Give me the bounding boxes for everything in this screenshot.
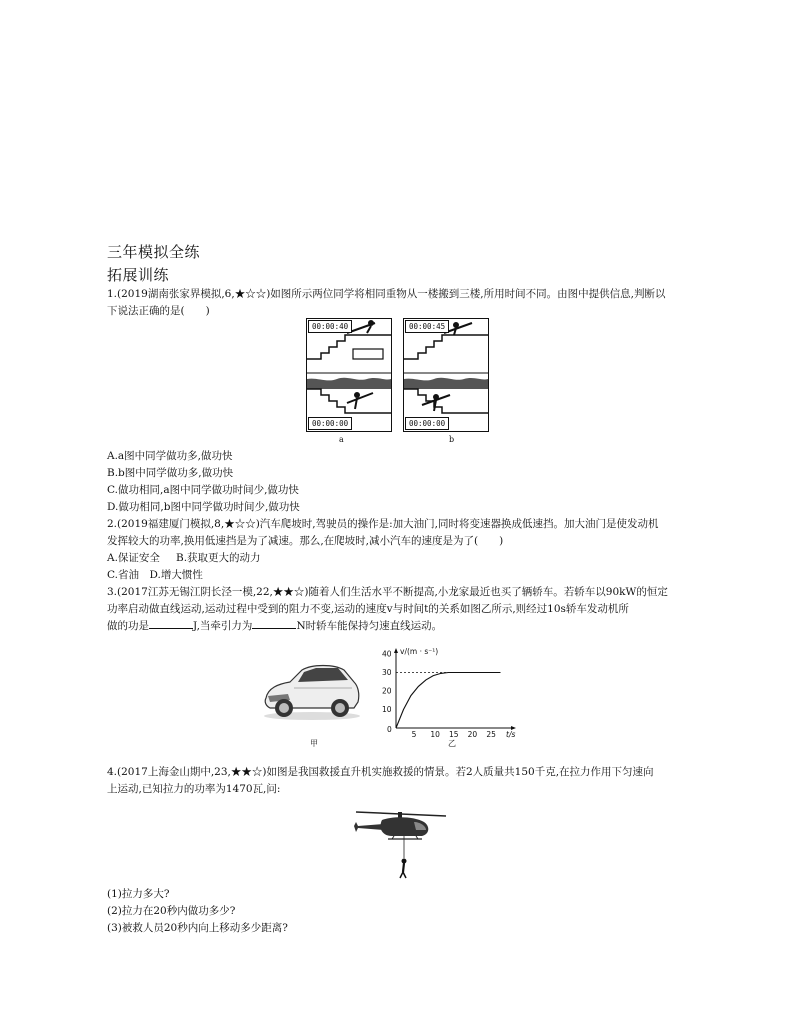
q1-option-b: B.b图中同学做功多,做功快 <box>107 467 234 479</box>
q3-line1: 3.(2017江苏无锡江阴长泾一模,22,★★☆)随着人们生活水平不断提高,小龙家最近也买了辆轿车。若轿车以90kW的恒定 <box>107 586 668 598</box>
x-axis-label: t/s <box>506 730 516 738</box>
section-title: 三年模拟全练 <box>107 243 201 261</box>
q2-line1: 2.(2019福建厦门模拟,8,★☆☆)汽车爬坡时,驾驶员的操作是:加大油门,同时将变速器换成低速挡。加大油门是使发动机 <box>107 518 659 530</box>
stairs-illustration-a <box>307 319 391 431</box>
car-image <box>258 660 362 722</box>
x-tick-label: 10 <box>430 730 440 738</box>
q1-line2: 下说法正确的是( ) <box>107 305 210 317</box>
x-tick-label: 15 <box>449 730 459 738</box>
q1-option-a: A.a图中同学做功多,做功快 <box>107 450 233 462</box>
y-tick-label: 40 <box>382 649 392 659</box>
y-tick-label: 30 <box>382 668 392 677</box>
helicopter-image <box>352 806 448 880</box>
figure-b-stairs <box>403 318 489 432</box>
caption-b: b <box>449 435 455 444</box>
car-icon <box>258 660 362 722</box>
q3-line3-part3: N时轿车能保持匀速直线运动。 <box>296 620 443 632</box>
q1-line1: 1.(2019湖南张家界模拟,6,★☆☆)如图所示两位同学将相同重物从一楼搬到三楼,所用时间不同。由图中提供信息,判断以 <box>107 288 666 300</box>
q3-line3 <box>107 617 442 635</box>
caption-car: 甲 <box>310 739 318 748</box>
q3-line2: 功率启动做直线运动,运动过程中受到的阻力不变,运动的速度v与时间t的关系如图乙所示,则经过10s轿车发动机所 <box>107 603 629 615</box>
q4-sub-3: (3)被救人员20秒内向上移动多少距离? <box>107 922 288 934</box>
q4-line1: 4.(2017上海金山期中,23,★★☆)如图是我国救援直升机实施救援的情景。若2人质量共150千克,在拉力作用下匀速向 <box>107 766 654 778</box>
q2-option-a: A.保证安全 <box>107 552 160 564</box>
y-axis-arrow-icon <box>394 648 398 653</box>
x-tick-label: 25 <box>486 730 496 738</box>
subsection-title: 拓展训练 <box>107 266 170 284</box>
y-tick-label: 10 <box>382 705 392 714</box>
timer-a-bottom: 00:00:00 <box>308 417 352 430</box>
q1-option-d: D.做功相同,b图中同学做功时间少,做功快 <box>107 501 300 513</box>
q4-sub-2: (2)拉力在20秒内做功多少? <box>107 905 236 917</box>
caption-graph: 乙 <box>448 739 456 748</box>
q1-option-c: C.做功相同,a图中同学做功时间少,做功快 <box>107 484 299 496</box>
timer-b-top: 00:00:45 <box>405 320 449 333</box>
caption-a: a <box>339 435 344 444</box>
velocity-time-chart <box>378 646 518 738</box>
velocity-time-chart-svg <box>378 646 518 738</box>
origin-label: 0 <box>387 725 392 734</box>
q2-option-cd: C.省油 D.增大惯性 <box>107 569 203 581</box>
q4-sub-1: (1)拉力多大? <box>107 888 170 900</box>
x-tick-label: 20 <box>467 730 478 738</box>
q3-line3-part2: J,当牵引力为 <box>193 620 253 632</box>
q2-option-b: B.获取更大的动力 <box>176 552 261 564</box>
helicopter-icon <box>352 806 448 880</box>
x-tick-label: 5 <box>411 730 417 738</box>
answer-blank-work[interactable] <box>149 617 193 629</box>
timer-b-bottom: 00:00:00 <box>405 417 449 430</box>
answer-blank-force[interactable] <box>252 617 296 629</box>
q2-line2: 发挥较大的功率,换用低速挡是为了减速。那么,在爬坡时,减小汽车的速度是为了( ) <box>107 535 504 547</box>
q4-line2: 上运动,已知拉力的功率为1470瓦,问: <box>107 783 281 795</box>
stairs-illustration-b <box>404 319 488 431</box>
figure-a-stairs <box>306 318 392 432</box>
velocity-curve <box>396 673 501 729</box>
y-tick-label: 20 <box>382 686 392 696</box>
y-axis-label: v/(m · s⁻¹) <box>400 647 439 656</box>
timer-a-top: 00:00:40 <box>308 320 352 333</box>
q3-line3-part1: 做的功是 <box>107 620 149 632</box>
